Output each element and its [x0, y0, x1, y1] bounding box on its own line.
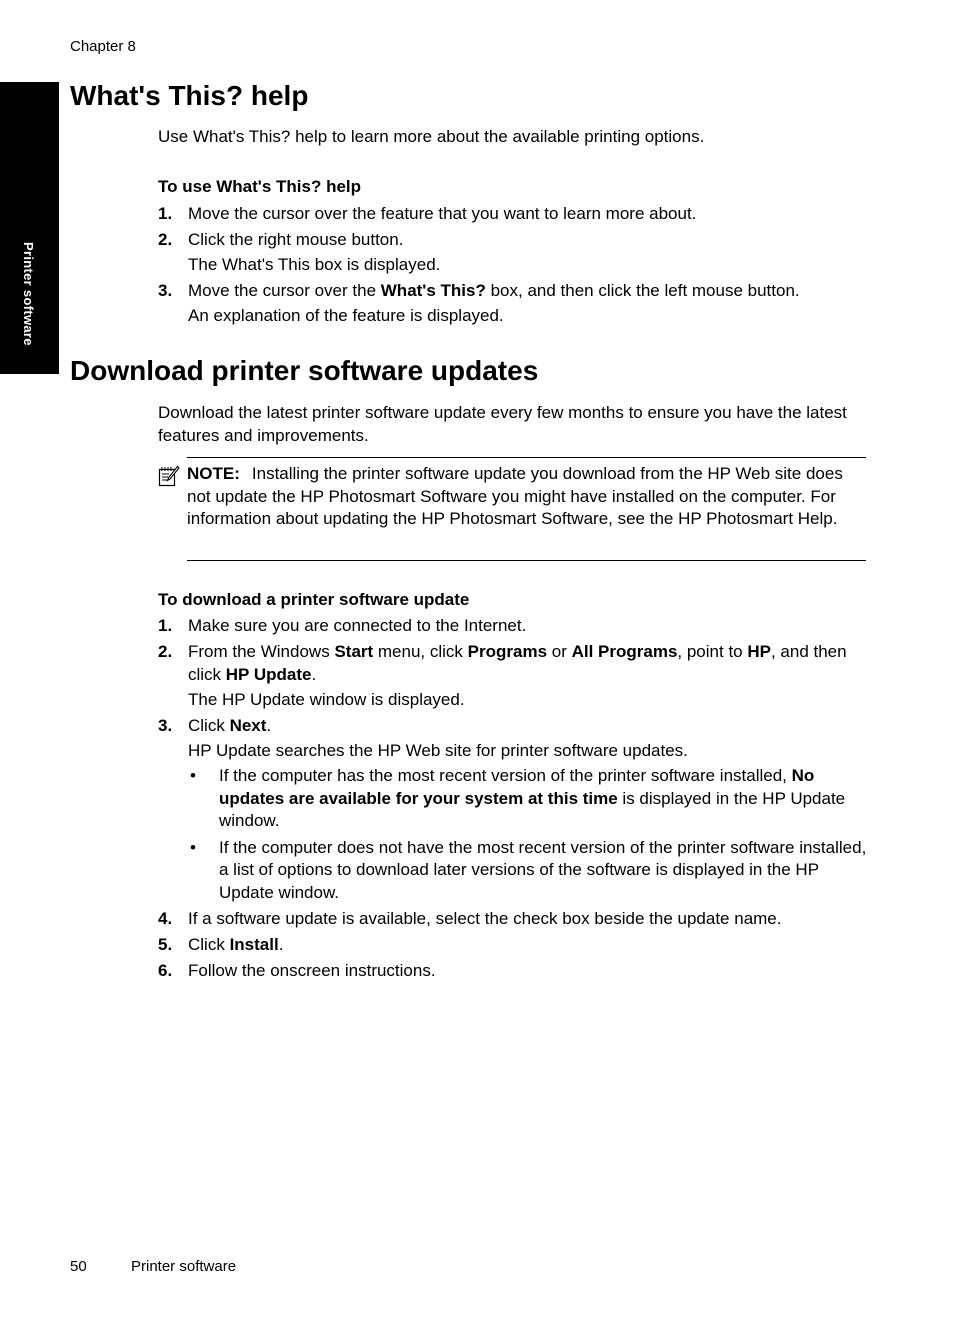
- step-result: HP Update searches the HP Web site for printer software updates.: [188, 740, 688, 760]
- step-text: box, and then click the left mouse button.: [485, 281, 800, 300]
- bullet-text: is displayed in the HP Update window.: [219, 788, 846, 830]
- note-box: [158, 457, 866, 561]
- step-number: 5.: [158, 935, 173, 954]
- bullet-text: If the computer has the most recent version of the printer software installed,: [219, 766, 792, 785]
- chapter-label: Chapter 8: [70, 38, 136, 55]
- list-item: [158, 908, 868, 931]
- note-bottom-rule: [187, 560, 866, 561]
- step-text: Click the right mouse button.: [188, 230, 404, 249]
- step-text-bold: Install: [229, 935, 279, 954]
- note-pencil-icon: [158, 465, 180, 487]
- procedure-title-download: To download a printer software update: [158, 590, 470, 609]
- procedure-title-whats-this: To use What's This? help: [158, 177, 362, 196]
- step-text: , and then click: [188, 642, 847, 684]
- step-text: Move the cursor over the feature that you want to learn more about.: [188, 204, 697, 223]
- list-item: [158, 229, 868, 277]
- bullet-text-bold: No updates are available for your system at this time: [219, 766, 815, 808]
- list-item: [158, 203, 868, 226]
- step-text: or: [547, 642, 572, 661]
- step-text: Make sure you are connected to the Internet.: [188, 616, 527, 635]
- bullet-text: If the computer does not have the most recent version of the printer software installed, a list of options to download later versions of the software is displayed in the HP Update window.: [219, 837, 867, 902]
- list-item: [188, 837, 868, 905]
- step-text: .: [266, 715, 272, 735]
- step-number: 2.: [158, 642, 173, 661]
- step-number: 4.: [158, 909, 173, 928]
- step-text-bold: What's This?: [380, 281, 486, 300]
- bullet-mark: •: [190, 837, 196, 857]
- section-intro-download-updates: Download the latest printer software update every few months to ensure you have the latest features and improvements.: [158, 403, 847, 445]
- steps-download: [158, 615, 868, 986]
- section-intro-whats-this: Use What's This? help to learn more about the available printing options.: [158, 127, 705, 146]
- step-text: Move the cursor over the: [188, 281, 381, 300]
- note-body: Installing the printer software update you download from the HP Web site does not update the HP Photosmart Software you might have installed on the computer. For information about updating the HP Photosmart Software, see the HP Photosmart Help.: [187, 464, 843, 528]
- list-item: [158, 615, 868, 638]
- step-text: Click: [188, 715, 230, 735]
- step-number: 3.: [158, 715, 173, 735]
- section-title-download-updates: Download printer software updates: [70, 355, 539, 386]
- list-item: [158, 280, 868, 328]
- bullet-mark: •: [190, 766, 196, 785]
- step-result: The HP Update window is displayed.: [188, 689, 465, 709]
- step-result: The What's This box is displayed.: [188, 255, 441, 274]
- step-text-bold: Next: [229, 715, 267, 735]
- step-text-bold: Start: [334, 642, 374, 661]
- step-text: Follow the onscreen instructions.: [188, 961, 436, 980]
- list-item: [158, 960, 868, 983]
- step-text-bold: All Programs: [571, 642, 678, 661]
- step-text-bold: HP Update: [225, 664, 312, 684]
- list-item: [158, 934, 868, 957]
- steps-whats-this: [158, 203, 868, 331]
- step-result: An explanation of the feature is displayed.: [188, 306, 504, 325]
- step-text: menu, click: [373, 642, 468, 661]
- step-text: If a software update is available, select the check box beside the update name.: [188, 909, 782, 928]
- side-tab-label: Printer software: [21, 242, 36, 346]
- step-text-bold: Programs: [467, 642, 548, 661]
- step-number: 1.: [158, 204, 173, 223]
- step-number: 1.: [158, 616, 173, 635]
- step-number: 3.: [158, 281, 173, 300]
- footer-title: Printer software: [131, 1258, 237, 1275]
- note-text: [187, 463, 865, 531]
- step-text: .: [311, 664, 317, 684]
- list-item: [188, 765, 868, 833]
- step-text: From the Windows: [188, 642, 335, 661]
- list-item: [158, 641, 868, 711]
- step-text: Click: [188, 935, 230, 954]
- section-title-whats-this: What's This? help: [70, 80, 309, 111]
- step-text: .: [278, 935, 284, 954]
- page-number: 50: [70, 1258, 87, 1275]
- list-item: [158, 715, 868, 905]
- note-label: NOTE:: [187, 464, 240, 483]
- step-number: 2.: [158, 230, 173, 249]
- note-top-rule: [187, 457, 866, 458]
- step-text-bold: HP: [747, 642, 771, 661]
- bullet-list: [188, 765, 868, 904]
- step-number: 6.: [158, 961, 173, 980]
- step-text: , point to: [677, 642, 748, 661]
